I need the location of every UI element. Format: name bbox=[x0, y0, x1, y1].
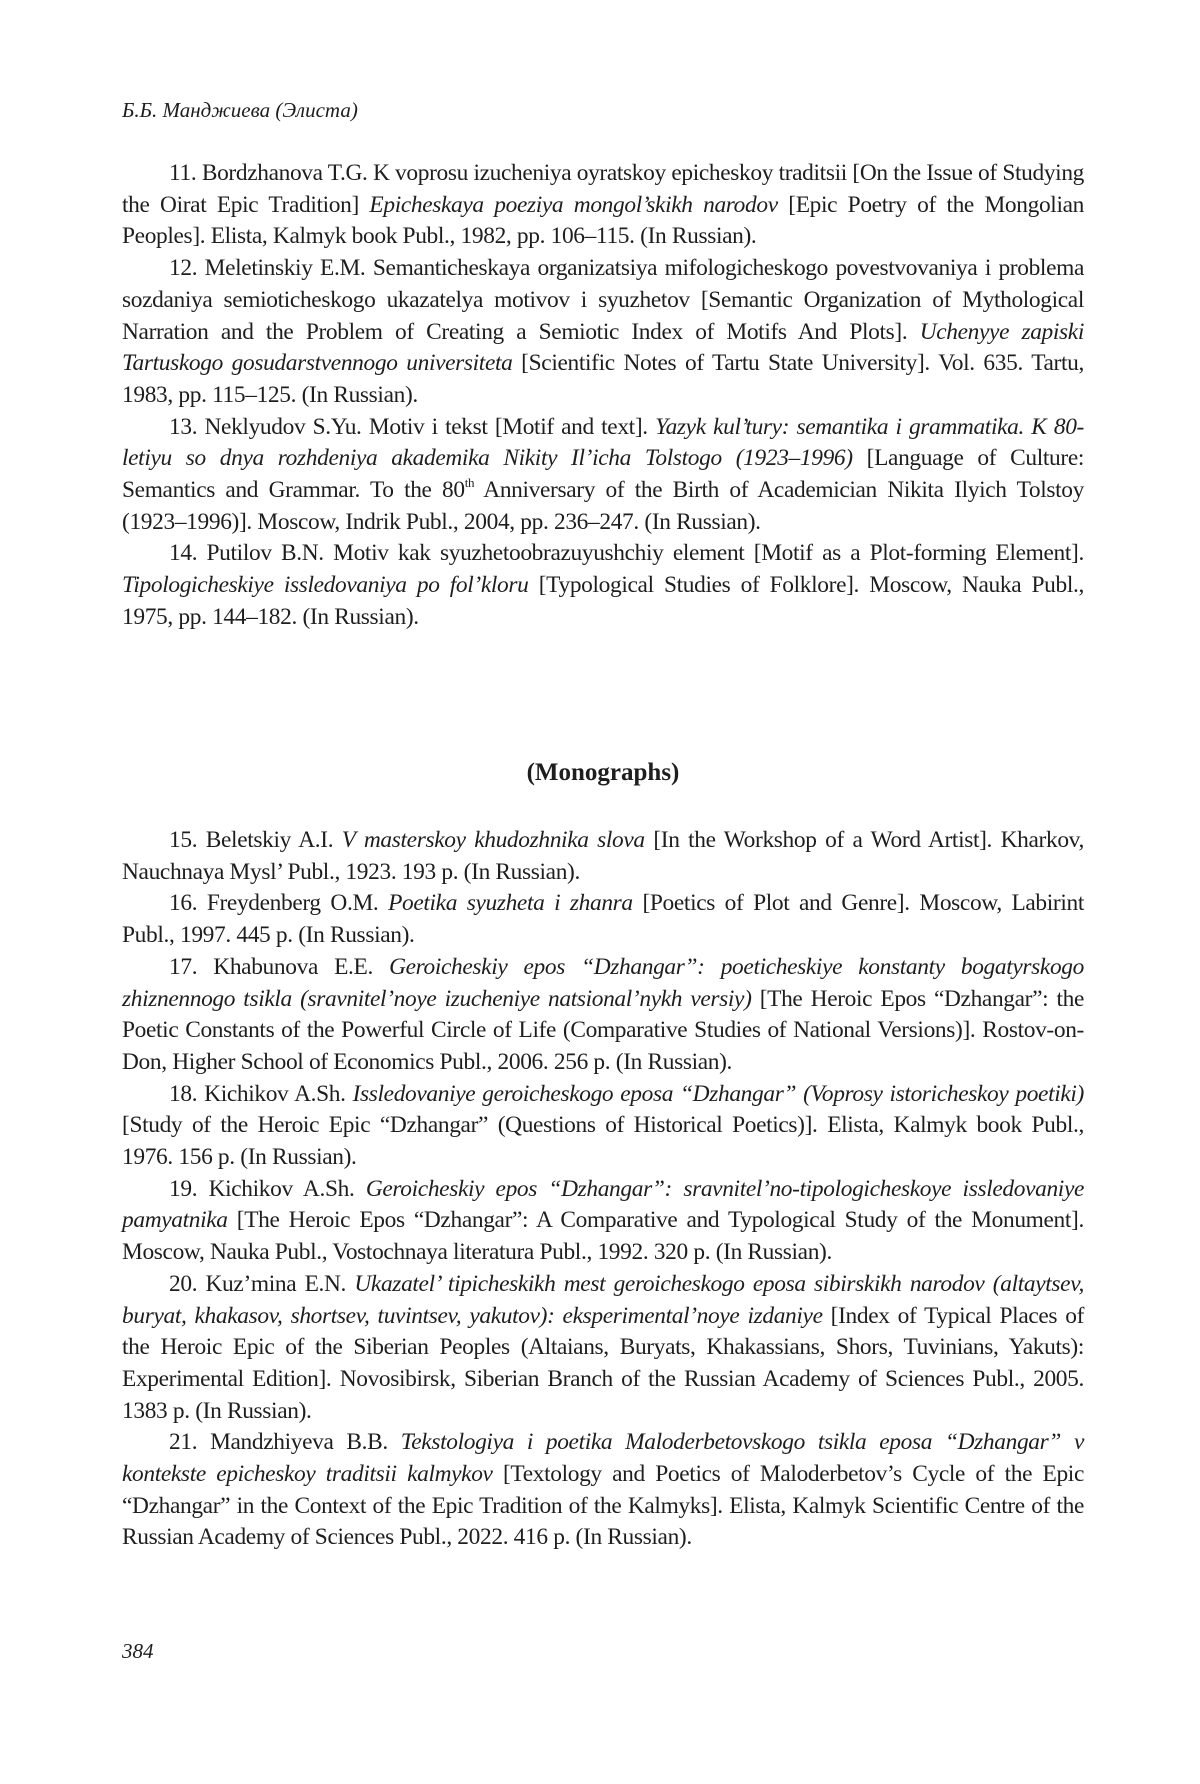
reference-lead: 14. Putilov B.N. Motiv kak syuzhetoobrazuyushchiy element [Motif as a Plot-forming Element]. bbox=[169, 540, 1084, 567]
reference-tail: [Typological Studies of Folklore]. Moscow, Nauka Publ., 1975, pp. 144–182. (In Russian). bbox=[122, 572, 1084, 630]
reference-tail: [The Heroic Epos “Dzhangar”: A Comparative and Typological Study of the Monument]. Moscow, Nauka Publ., Vostochnaya literatura Publ., 1992. 320 p. (In Russian). bbox=[122, 1207, 1084, 1266]
reference-title: Yazyk kul’tury: semantika i grammatika. K 80-letiyu so dnya rozhdeniya akademika Nikity Il’icha Tolstogo (1923–1996) bbox=[122, 413, 1084, 472]
reference-entry bbox=[122, 825, 1084, 888]
reference-title: Ukazatel’ tipicheskikh mest geroicheskogo eposa sibirskikh narodov (altaytsev, buryat, khakasov, shortsev, tuvintsev, yakutov): eksperimental’noye izdaniye bbox=[122, 1270, 1084, 1329]
reference-title: V masterskoy khudozhnika slova bbox=[341, 827, 645, 853]
reference-entry bbox=[122, 952, 1084, 1079]
reference-lead: 17. Khabunova E.E. bbox=[169, 953, 390, 980]
reference-tail: [Study of the Heroic Epic “Dzhangar” (Questions of Historical Poetics)]. Elista, Kalmyk book Publ., 1976. 156 p. (In Russian). bbox=[122, 1112, 1084, 1171]
reference-lead: 19. Kichikov A.Sh. bbox=[169, 1175, 366, 1202]
reference-entry bbox=[122, 412, 1084, 539]
reference-title: Uchenyye zapiski Tartuskogo gosudarstvennogo universiteta bbox=[122, 318, 1084, 377]
reference-entry bbox=[122, 158, 1084, 253]
reference-tail: [In the Workshop of a Word Artist]. Kharkov, Nauchnaya Mysl’ Publ., 1923. 193 p. (In Russian). bbox=[122, 827, 1085, 885]
reference-tail: [Textology and Poetics of Maloderbetov’s Cycle of the Epic “Dzhangar” in the Context of the Epic Tradition of the Kalmyks]. Elista, Kalmyk Scientific Centre of the Russian Academy of Sciences Publ., 2022. 416 p. (In Russian). bbox=[122, 1461, 1084, 1551]
reference-tail: [Index of Typical Places of the Heroic Epic of the Siberian Peoples (Altaians, Buryats, Khakassians, Shors, Tuvinians, Yakuts): Experimental Edition]. Novosibirsk, Siberian Branch of the Russian Academy of Sciences Publ., 2005. 1383 p. (In Russian). bbox=[122, 1302, 1085, 1424]
reference-lead: 12. Meletinskiy E.M. Semanticheskaya organizatsiya mifologicheskogo povestvovaniya i problema sozdaniya semioticheskogo ukazatelya motivov i syuzhetov [Semantic Organization of Mythological Narration and the Problem of Creating a Semiotic Index of Motifs And Plots]. bbox=[122, 255, 1084, 345]
reference-title: Epicheskaya poeziya mongol’skikh narodov bbox=[369, 191, 778, 218]
ordinal-superscript: th bbox=[464, 475, 475, 491]
reference-entry bbox=[122, 1079, 1084, 1174]
reference-tail: Anniversary of the Birth of Academician Nikita Ilyich Tolstoy (1923–1996)]. Moscow, Indrik Publ., 2004, pp. 236–247. (In Russian). bbox=[122, 477, 1084, 535]
reference-lead: 13. Neklyudov S.Yu. Motiv i tekst [Motif and text]. bbox=[169, 413, 656, 440]
reference-title: Tipologicheskiye issledovaniya po fol’kloru bbox=[122, 572, 529, 599]
reference-title: Geroicheskiy epos “Dzhangar”: poeticheskiye konstanty bogatyrskogo zhiznennogo tsikla (sravnitel’noye izucheniye natsional’nykh versiy) bbox=[122, 953, 1084, 1012]
reference-title: Issledovaniye geroicheskogo eposa “Dzhangar” (Voprosy istoricheskoy poetiki) bbox=[352, 1080, 1084, 1107]
reference-lead: 21. Mandzhiyeva B.B. bbox=[169, 1429, 401, 1456]
reference-tail: [Language of Culture: Semantics and Grammar. To the 80 bbox=[122, 445, 1084, 504]
reference-title: Poetika syuzheta i zhanra bbox=[388, 890, 633, 917]
reference-entry bbox=[122, 1174, 1084, 1269]
section-heading: (Monographs) bbox=[526, 759, 680, 786]
reference-lead: 20. Kuz’mina E.N. bbox=[169, 1270, 355, 1297]
reference-list-monographs bbox=[122, 825, 1084, 1554]
reference-lead: 15. Beletskiy A.I. bbox=[169, 827, 342, 853]
reference-tail: [Poetics of Plot and Genre]. Moscow, Labirint Publ., 1997. 445 p. (In Russian). bbox=[122, 890, 1085, 949]
reference-list-articles bbox=[122, 158, 1084, 634]
reference-entry bbox=[122, 253, 1084, 412]
reference-tail: [The Heroic Epos “Dzhangar”: the Poetic Constants of the Powerful Circle of Life (Comparative Studies of National Versions)]. Rostov-on-Don, Higher School of Economics Publ., 2006. 256 p. (In Russian). bbox=[122, 985, 1085, 1075]
reference-entry bbox=[122, 1427, 1084, 1554]
page-number: 384 bbox=[122, 1639, 154, 1663]
reference-tail: [Scientific Notes of Tartu State University]. Vol. 635. Tartu, 1983, pp. 115–125. (In Russian). bbox=[122, 350, 1084, 408]
reference-lead: 16. Freydenberg O.M. bbox=[169, 890, 389, 917]
reference-lead: 18. Kichikov A.Sh. bbox=[169, 1080, 353, 1107]
reference-entry bbox=[122, 1269, 1084, 1428]
reference-entry bbox=[122, 538, 1084, 633]
running-head: Б.Б. Манджиева (Элиста) bbox=[122, 98, 358, 122]
reference-lead: 11. Bordzhanova T.G. K voprosu izucheniya oyratskoy epicheskoy traditsii [On the Issue of Studying the Oirat Epic Tradition] bbox=[122, 160, 1085, 218]
reference-tail: [Epic Poetry of the Mongolian Peoples]. Elista, Kalmyk book Publ., 1982, pp. 106–115. (In Russian). bbox=[122, 191, 1084, 250]
reference-entry bbox=[122, 888, 1084, 951]
reference-title: Tekstologiya i poetika Maloderbetovskogo tsikla eposa “Dzhangar” v kontekste epicheskoy traditsii kalmykov bbox=[122, 1429, 1084, 1488]
reference-title: Geroicheskiy epos “Dzhangar”: sravnitel’no-tipologicheskoye issledovaniye pamyatnika bbox=[122, 1175, 1085, 1234]
